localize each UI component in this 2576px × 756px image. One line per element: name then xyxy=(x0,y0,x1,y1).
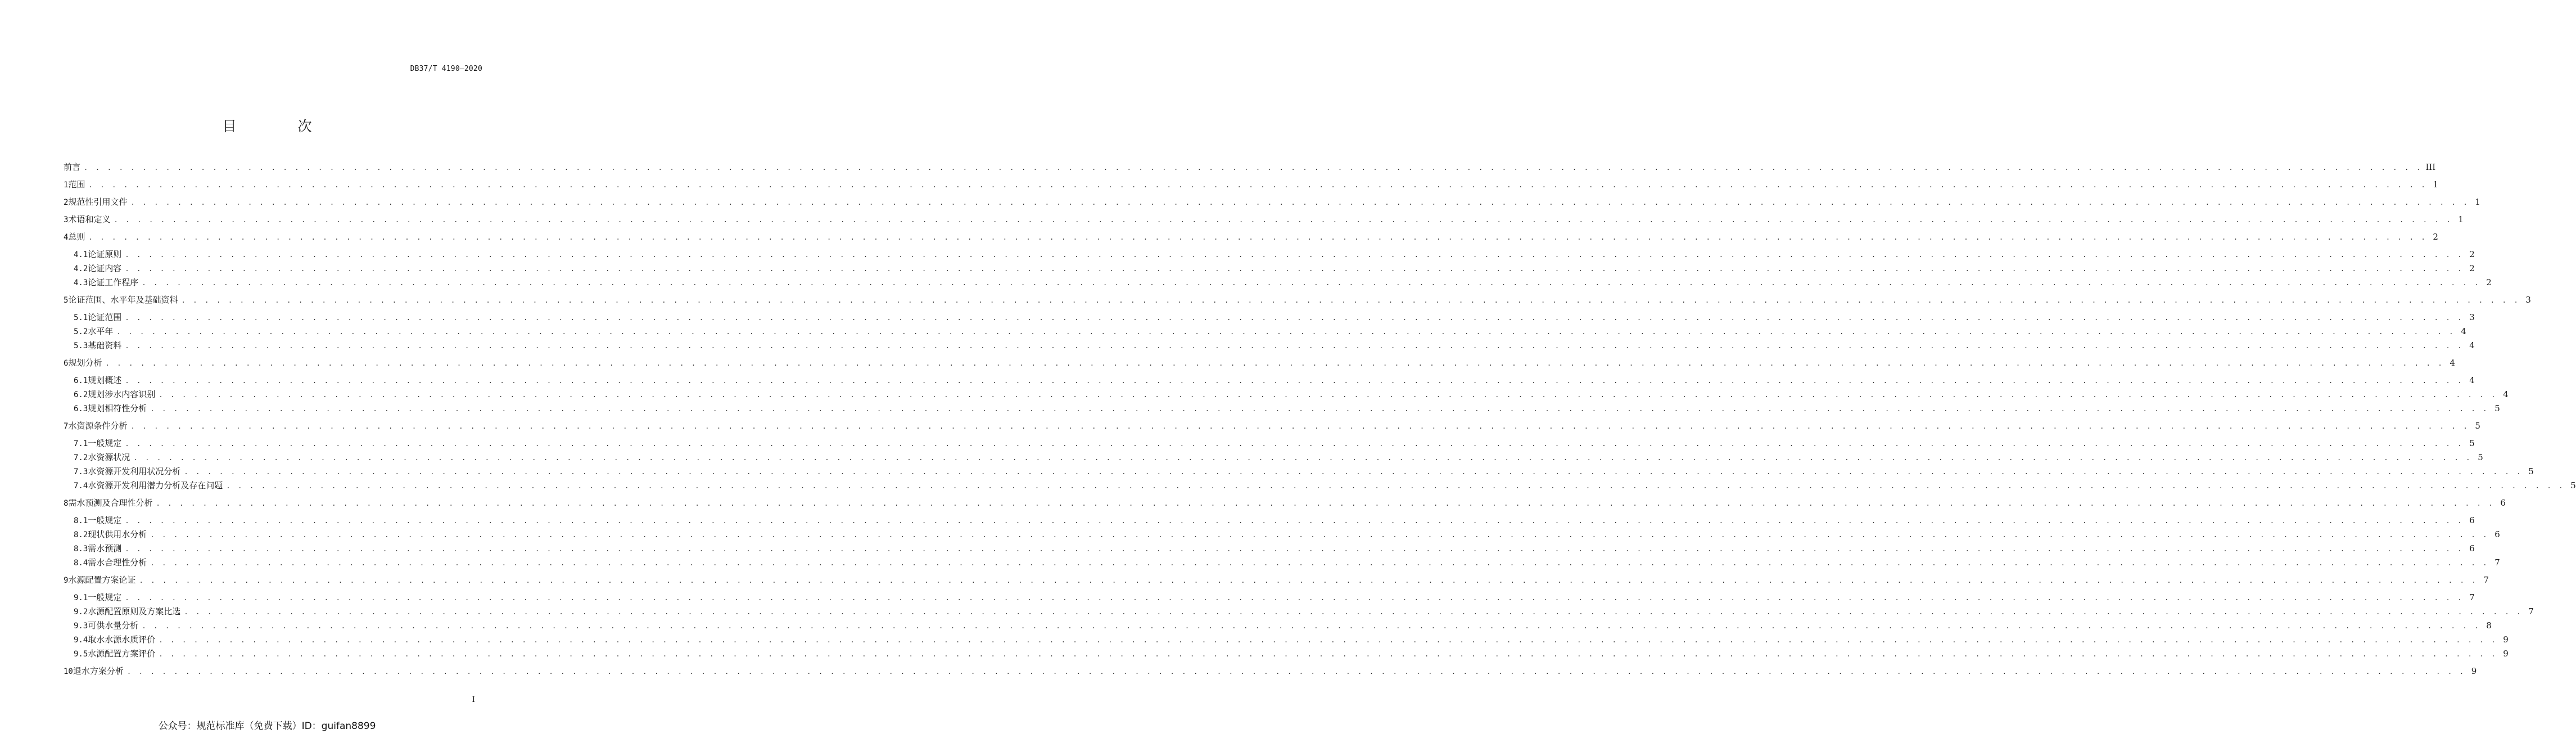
dot-leader: . . . . . . . . . . . . . . . . . . . . . . . . . . . . . . . . . . . . . . . . . . . . . . . . . . . . . . . . . . . . . . . . . . . . . . . . . . . . . . . . . . . . . . . . . . . . . . . . . . . . . . . . . . . . . . . . . . . . . . . . . . . . . . . . . . . . . . . . . . . . . . . . . . . . . . . . . . . . . . . . . . . . . . . . . . . . . . . . . . . . . . . . . . . . . . . . . . . . . . . . xyxy=(125,251,2464,259)
dot-leader: . . . . . . . . . . . . . . . . . . . . . . . . . . . . . . . . . . . . . . . . . . . . . . . . . . . . . . . . . . . . . . . . . . . . . . . . . . . . . . . . . . . . . . . . . . . . . . . . . . . . . . . . . . . . . . . . . . . . . . . . . . . . . . . . . . . . . . . . . . . . . . . . . . . . . . . . . . . . . . . . . . . . . . . . . . . . . . . . . . . . . . . . . . . . . . . . . . . . . . . . xyxy=(159,636,2497,644)
toc-entry-page: 5 xyxy=(2469,438,2475,448)
dot-leader: . . . . . . . . . . . . . . . . . . . . . . . . . . . . . . . . . . . . . . . . . . . . . . . . . . . . . . . . . . . . . . . . . . . . . . . . . . . . . . . . . . . . . . . . . . . . . . . . . . . . . . . . . . . . . . . . . . . . . . . . . . . . . . . . . . . . . . . . . . . . . . . . . . . . . . . . . . . . . . . . . . . . . . . . . . . . . . . . . . . . . . . . . . . . . . . . . . . . . . . . xyxy=(226,482,2565,490)
toc-entry[interactable] xyxy=(64,619,2492,632)
dot-leader: . . . . . . . . . . . . . . . . . . . . . . . . . . . . . . . . . . . . . . . . . . . . . . . . . . . . . . . . . . . . . . . . . . . . . . . . . . . . . . . . . . . . . . . . . . . . . . . . . . . . . . . . . . . . . . . . . . . . . . . . . . . . . . . . . . . . . . . . . . . . . . . . . . . . . . . . . . . . . . . . . . . . . . . . . . . . . . . . . . . . . . . . . . . . . . . . . . . . . . . . xyxy=(150,559,2489,567)
toc-entry[interactable] xyxy=(64,311,2475,323)
dot-leader: . . . . . . . . . . . . . . . . . . . . . . . . . . . . . . . . . . . . . . . . . . . . . . . . . . . . . . . . . . . . . . . . . . . . . . . . . . . . . . . . . . . . . . . . . . . . . . . . . . . . . . . . . . . . . . . . . . . . . . . . . . . . . . . . . . . . . . . . . . . . . . . . . . . . . . . . . . . . . . . . . . . . . . . . . . . . . . . . . . . . . . . . . . . . . . . . . . . . . . . . xyxy=(184,608,2523,616)
toc-entry-page: 5 xyxy=(2570,480,2576,490)
toc-entry-number: 5.1 xyxy=(74,313,88,322)
dot-leader: . . . . . . . . . . . . . . . . . . . . . . . . . . . . . . . . . . . . . . . . . . . . . . . . . . . . . . . . . . . . . . . . . . . . . . . . . . . . . . . . . . . . . . . . . . . . . . . . . . . . . . . . . . . . . . . . . . . . . . . . . . . . . . . . . . . . . . . . . . . . . . . . . . . . . . . . . . . . . . . . . . . . . . . . . . . . . . . . . . . . . . . . . . . . . . . . . . . . . . . . xyxy=(150,405,2489,413)
toc-entry[interactable] xyxy=(64,591,2475,604)
toc-entry-number: 4.3 xyxy=(74,278,88,287)
toc-entry-number: 7.1 xyxy=(74,439,88,448)
toc-entry-label: 可供水量分析 xyxy=(88,620,139,631)
toc-entry[interactable] xyxy=(64,294,2531,306)
toc-entry-number: 3 xyxy=(64,215,69,224)
toc-entry[interactable] xyxy=(64,196,2480,208)
toc-entry-number: 6.2 xyxy=(74,390,88,399)
dot-leader: . . . . . . . . . . . . . . . . . . . . . . . . . . . . . . . . . . . . . . . . . . . . . . . . . . . . . . . . . . . . . . . . . . . . . . . . . . . . . . . . . . . . . . . . . . . . . . . . . . . . . . . . . . . . . . . . . . . . . . . . . . . . . . . . . . . . . . . . . . . . . . . . . . . . . . . . . . . . . . . . . . . . . . . . . . . . . . . . . . . . . . . . . . . . . . . . . . . . . . . . xyxy=(125,265,2464,273)
toc-entry[interactable] xyxy=(64,388,2509,400)
dot-leader: . . . . . . . . . . . . . . . . . . . . . . . . . . . . . . . . . . . . . . . . . . . . . . . . . . . . . . . . . . . . . . . . . . . . . . . . . . . . . . . . . . . . . . . . . . . . . . . . . . . . . . . . . . . . . . . . . . . . . . . . . . . . . . . . . . . . . . . . . . . . . . . . . . . . . . . . . . . . . . . . . . . . . . . . . . . . . . . . . . . . . . . . . . . . . . . . . . . . . . . . xyxy=(84,164,2423,172)
toc-entry-label: 论证原则 xyxy=(88,249,122,259)
toc-entry[interactable] xyxy=(64,542,2475,555)
dot-leader: . . . . . . . . . . . . . . . . . . . . . . . . . . . . . . . . . . . . . . . . . . . . . . . . . . . . . . . . . . . . . . . . . . . . . . . . . . . . . . . . . . . . . . . . . . . . . . . . . . . . . . . . . . . . . . . . . . . . . . . . . . . . . . . . . . . . . . . . . . . . . . . . . . . . . . . . . . . . . . . . . . . . . . . . . . . . . . . . . . . . . . . . . . . . . . . . . . . . . . . . xyxy=(139,577,2478,584)
dot-leader: . . . . . . . . . . . . . . . . . . . . . . . . . . . . . . . . . . . . . . . . . . . . . . . . . . . . . . . . . . . . . . . . . . . . . . . . . . . . . . . . . . . . . . . . . . . . . . . . . . . . . . . . . . . . . . . . . . . . . . . . . . . . . . . . . . . . . . . . . . . . . . . . . . . . . . . . . . . . . . . . . . . . . . . . . . . . . . . . . . . . . . . . . . . . . . . . . . . . . . . . xyxy=(125,377,2464,385)
toc-entry[interactable] xyxy=(64,605,2534,618)
toc-entry-label: 规划涉水内容识别 xyxy=(88,389,156,399)
toc-entry-number: 6.3 xyxy=(74,404,88,413)
toc-entry[interactable] xyxy=(64,665,2477,677)
dot-leader: . . . . . . . . . . . . . . . . . . . . . . . . . . . . . . . . . . . . . . . . . . . . . . . . . . . . . . . . . . . . . . . . . . . . . . . . . . . . . . . . . . . . . . . . . . . . . . . . . . . . . . . . . . . . . . . . . . . . . . . . . . . . . . . . . . . . . . . . . . . . . . . . . . . . . . . . . . . . . . . . . . . . . . . . . . . . . . . . . . . . . . . . . . . . . . . . . . . . . . . . xyxy=(126,668,2466,676)
page-folio: I xyxy=(472,695,475,704)
toc-entry-page: 7 xyxy=(2494,557,2500,568)
toc-entry-label: 术语和定义 xyxy=(68,214,111,224)
toc-entry-number: 4.2 xyxy=(74,264,88,273)
toc-entry-page: 5 xyxy=(2528,466,2534,476)
dot-leader: . . . . . . . . . . . . . . . . . . . . . . . . . . . . . . . . . . . . . . . . . . . . . . . . . . . . . . . . . . . . . . . . . . . . . . . . . . . . . . . . . . . . . . . . . . . . . . . . . . . . . . . . . . . . . . . . . . . . . . . . . . . . . . . . . . . . . . . . . . . . . . . . . . . . . . . . . . . . . . . . . . . . . . . . . . . . . . . . . . . . . . . . . . . . . . . . . . . . . . . . xyxy=(184,468,2523,476)
toc-entry-number: 9.1 xyxy=(74,593,88,602)
toc-entry-page: 1 xyxy=(2433,179,2438,190)
toc-entry-page: 1 xyxy=(2458,214,2464,224)
toc-entry[interactable] xyxy=(64,325,2466,338)
toc-entry[interactable] xyxy=(64,276,2492,289)
toc-entry-number: 5.3 xyxy=(74,341,88,350)
toc-entry[interactable] xyxy=(64,528,2500,541)
toc-entry[interactable] xyxy=(64,633,2509,646)
toc-entry[interactable] xyxy=(64,556,2500,569)
toc-entry[interactable] xyxy=(64,420,2480,432)
toc-entry[interactable] xyxy=(64,262,2475,274)
toc-entry-label: 退水方案分析 xyxy=(73,666,124,676)
toc-entry-number: 8 xyxy=(64,499,69,508)
dot-leader: . . . . . . . . . . . . . . . . . . . . . . . . . . . . . . . . . . . . . . . . . . . . . . . . . . . . . . . . . . . . . . . . . . . . . . . . . . . . . . . . . . . . . . . . . . . . . . . . . . . . . . . . . . . . . . . . . . . . . . . . . . . . . . . . . . . . . . . . . . . . . . . . . . . . . . . . . . . . . . . . . . . . . . . . . . . . . . . . . . . . . . . . . . . . . . . . . . . . . . . . xyxy=(125,545,2464,553)
toc-entry-page: 5 xyxy=(2475,421,2480,431)
toc-entry-page: 5 xyxy=(2478,452,2483,462)
toc-entry-number: 8.4 xyxy=(74,559,88,568)
toc-entry-page: 4 xyxy=(2469,340,2475,350)
toc-entry-label: 基础资料 xyxy=(88,340,122,350)
toc-entry-label: 需水预测及合理性分析 xyxy=(68,498,153,508)
toc-entry-page: 4 xyxy=(2469,375,2475,385)
toc-entry-number: 7.2 xyxy=(74,453,88,462)
dot-leader: . . . . . . . . . . . . . . . . . . . . . . . . . . . . . . . . . . . . . . . . . . . . . . . . . . . . . . . . . . . . . . . . . . . . . . . . . . . . . . . . . . . . . . . . . . . . . . . . . . . . . . . . . . . . . . . . . . . . . . . . . . . . . . . . . . . . . . . . . . . . . . . . . . . . . . . . . . . . . . . . . . . . . . . . . . . . . . . . . . . . . . . . . . . . . . . . . . . . . . . . xyxy=(105,359,2444,367)
toc-entry-number: 7.3 xyxy=(74,467,88,476)
dot-leader: . . . . . . . . . . . . . . . . . . . . . . . . . . . . . . . . . . . . . . . . . . . . . . . . . . . . . . . . . . . . . . . . . . . . . . . . . . . . . . . . . . . . . . . . . . . . . . . . . . . . . . . . . . . . . . . . . . . . . . . . . . . . . . . . . . . . . . . . . . . . . . . . . . . . . . . . . . . . . . . . . . . . . . . . . . . . . . . . . . . . . . . . . . . . . . . . . . . . . . . . xyxy=(133,454,2472,462)
toc-entry-number: 8.3 xyxy=(74,544,88,554)
toc-entry-label: 论证工作程序 xyxy=(88,277,139,287)
toc-entry-page: 5 xyxy=(2494,403,2500,413)
dot-leader: . . . . . . . . . . . . . . . . . . . . . . . . . . . . . . . . . . . . . . . . . . . . . . . . . . . . . . . . . . . . . . . . . . . . . . . . . . . . . . . . . . . . . . . . . . . . . . . . . . . . . . . . . . . . . . . . . . . . . . . . . . . . . . . . . . . . . . . . . . . . . . . . . . . . . . . . . . . . . . . . . . . . . . . . . . . . . . . . . . . . . . . . . . . . . . . . . . . . . . . . xyxy=(125,594,2464,602)
toc-entry-number: 6 xyxy=(64,359,69,368)
toc-entry-number: 8.1 xyxy=(74,516,88,525)
toc-entry-label: 论证范围 xyxy=(88,312,122,322)
toc-entry-number: 9 xyxy=(64,576,69,585)
toc-entry-label: 一般规定 xyxy=(88,438,122,448)
toc-entry-number: 9.3 xyxy=(74,622,88,631)
toc-entry-page: 8 xyxy=(2486,620,2492,631)
toc-entry-label: 规划分析 xyxy=(68,358,102,368)
toc-entry-page: 9 xyxy=(2503,634,2509,645)
toc-entry-page: 7 xyxy=(2528,606,2534,616)
toc-entry-label: 一般规定 xyxy=(88,515,122,525)
dot-leader: . . . . . . . . . . . . . . . . . . . . . . . . . . . . . . . . . . . . . . . . . . . . . . . . . . . . . . . . . . . . . . . . . . . . . . . . . . . . . . . . . . . . . . . . . . . . . . . . . . . . . . . . . . . . . . . . . . . . . . . . . . . . . . . . . . . . . . . . . . . . . . . . . . . . . . . . . . . . . . . . . . . . . . . . . . . . . . . . . . . . . . . . . . . . . . . . . . . . . . . . xyxy=(88,181,2427,189)
toc-entry-label: 前言 xyxy=(64,162,81,172)
dot-leader: . . . . . . . . . . . . . . . . . . . . . . . . . . . . . . . . . . . . . . . . . . . . . . . . . . . . . . . . . . . . . . . . . . . . . . . . . . . . . . . . . . . . . . . . . . . . . . . . . . . . . . . . . . . . . . . . . . . . . . . . . . . . . . . . . . . . . . . . . . . . . . . . . . . . . . . . . . . . . . . . . . . . . . . . . . . . . . . . . . . . . . . . . . . . . . . . . . . . . . . . xyxy=(125,517,2464,525)
toc-entry-label: 取水水源水质评价 xyxy=(88,634,156,645)
toc-entry-page: 4 xyxy=(2503,389,2509,399)
toc-entry[interactable] xyxy=(64,479,2576,492)
dot-leader: . . . . . . . . . . . . . . . . . . . . . . . . . . . . . . . . . . . . . . . . . . . . . . . . . . . . . . . . . . . . . . . . . . . . . . . . . . . . . . . . . . . . . . . . . . . . . . . . . . . . . . . . . . . . . . . . . . . . . . . . . . . . . . . . . . . . . . . . . . . . . . . . . . . . . . . . . . . . . . . . . . . . . . . . . . . . . . . . . . . . . . . . . . . . . . . . . . . . . . . . xyxy=(125,440,2464,448)
dot-leader: . . . . . . . . . . . . . . . . . . . . . . . . . . . . . . . . . . . . . . . . . . . . . . . . . . . . . . . . . . . . . . . . . . . . . . . . . . . . . . . . . . . . . . . . . . . . . . . . . . . . . . . . . . . . . . . . . . . . . . . . . . . . . . . . . . . . . . . . . . . . . . . . . . . . . . . . . . . . . . . . . . . . . . . . . . . . . . . . . . . . . . . . . . . . . . . . . . . . . . . . xyxy=(156,500,2494,507)
toc-entry-number: 9.2 xyxy=(74,608,88,616)
toc-entry[interactable] xyxy=(64,374,2475,386)
toc-entry-page: 7 xyxy=(2483,575,2489,585)
toc-entry-number: 9.5 xyxy=(74,650,88,659)
toc-entry-page: 9 xyxy=(2503,649,2509,659)
toc-entry-label: 水源配置方案评价 xyxy=(88,649,156,659)
toc-entry[interactable] xyxy=(64,497,2506,509)
dot-leader: . . . . . . . . . . . . . . . . . . . . . . . . . . . . . . . . . . . . . . . . . . . . . . . . . . . . . . . . . . . . . . . . . . . . . . . . . . . . . . . . . . . . . . . . . . . . . . . . . . . . . . . . . . . . . . . . . . . . . . . . . . . . . . . . . . . . . . . . . . . . . . . . . . . . . . . . . . . . . . . . . . . . . . . . . . . . . . . . . . . . . . . . . . . . . . . . . . . . . . . . xyxy=(150,531,2489,539)
toc-entry[interactable] xyxy=(64,451,2483,464)
toc-entry-label: 规划概述 xyxy=(88,375,122,385)
toc-entry-label: 需水预测 xyxy=(88,543,122,554)
dot-leader: . . . . . . . . . . . . . . . . . . . . . . . . . . . . . . . . . . . . . . . . . . . . . . . . . . . . . . . . . . . . . . . . . . . . . . . . . . . . . . . . . . . . . . . . . . . . . . . . . . . . . . . . . . . . . . . . . . . . . . . . . . . . . . . . . . . . . . . . . . . . . . . . . . . . . . . . . . . . . . . . . . . . . . . . . . . . . . . . . . . . . . . . . . . . . . . . . . . . . . . . xyxy=(181,296,2520,304)
toc-entry-page: 2 xyxy=(2469,249,2475,259)
dot-leader: . . . . . . . . . . . . . . . . . . . . . . . . . . . . . . . . . . . . . . . . . . . . . . . . . . . . . . . . . . . . . . . . . . . . . . . . . . . . . . . . . . . . . . . . . . . . . . . . . . . . . . . . . . . . . . . . . . . . . . . . . . . . . . . . . . . . . . . . . . . . . . . . . . . . . . . . . . . . . . . . . . . . . . . . . . . . . . . . . . . . . . . . . . . . . . . . . . . . . . . . xyxy=(142,279,2480,287)
toc-entry[interactable] xyxy=(64,339,2475,352)
toc-entry-number: 1 xyxy=(64,181,69,190)
standard-code: DB37/T 4190—2020 xyxy=(410,65,482,73)
toc-entry[interactable] xyxy=(64,514,2475,526)
toc-entry-page: 3 xyxy=(2469,312,2475,322)
toc-entry-number: 2 xyxy=(64,198,69,207)
toc-entry-page: 3 xyxy=(2525,295,2531,305)
dot-leader: . . . . . . . . . . . . . . . . . . . . . . . . . . . . . . . . . . . . . . . . . . . . . . . . . . . . . . . . . . . . . . . . . . . . . . . . . . . . . . . . . . . . . . . . . . . . . . . . . . . . . . . . . . . . . . . . . . . . . . . . . . . . . . . . . . . . . . . . . . . . . . . . . . . . . . . . . . . . . . . . . . . . . . . . . . . . . . . . . . . . . . . . . . . . . . . . . . . . . . . . xyxy=(88,233,2427,241)
toc-entry-label: 水源配置原则及方案比选 xyxy=(88,606,181,616)
watermark-text: 公众号：规范标准库（免费下载）ID：guifan8899 xyxy=(158,721,376,732)
toc-entry-page: 6 xyxy=(2500,498,2506,508)
toc-entry-label: 水资源条件分析 xyxy=(68,421,128,431)
toc-entry[interactable] xyxy=(64,161,2436,173)
toc-entry-label: 水源配置方案论证 xyxy=(68,575,136,585)
toc-entry-label: 水资源开发利用状况分析 xyxy=(88,466,181,476)
toc-entry[interactable] xyxy=(64,402,2500,415)
toc-entry-page: 4 xyxy=(2461,326,2466,336)
dot-leader: . . . . . . . . . . . . . . . . . . . . . . . . . . . . . . . . . . . . . . . . . . . . . . . . . . . . . . . . . . . . . . . . . . . . . . . . . . . . . . . . . . . . . . . . . . . . . . . . . . . . . . . . . . . . . . . . . . . . . . . . . . . . . . . . . . . . . . . . . . . . . . . . . . . . . . . . . . . . . . . . . . . . . . . . . . . . . . . . . . . . . . . . . . . . . . . . . . . . . . . . xyxy=(142,622,2480,630)
toc-entry-label: 现状供用水分析 xyxy=(88,529,147,539)
dot-leader: . . . . . . . . . . . . . . . . . . . . . . . . . . . . . . . . . . . . . . . . . . . . . . . . . . . . . . . . . . . . . . . . . . . . . . . . . . . . . . . . . . . . . . . . . . . . . . . . . . . . . . . . . . . . . . . . . . . . . . . . . . . . . . . . . . . . . . . . . . . . . . . . . . . . . . . . . . . . . . . . . . . . . . . . . . . . . . . . . . . . . . . . . . . . . . . . . . . . . . . . xyxy=(159,650,2497,658)
dot-leader: . . . . . . . . . . . . . . . . . . . . . . . . . . . . . . . . . . . . . . . . . . . . . . . . . . . . . . . . . . . . . . . . . . . . . . . . . . . . . . . . . . . . . . . . . . . . . . . . . . . . . . . . . . . . . . . . . . . . . . . . . . . . . . . . . . . . . . . . . . . . . . . . . . . . . . . . . . . . . . . . . . . . . . . . . . . . . . . . . . . . . . . . . . . . . . . . . . . . . . . . xyxy=(114,216,2452,224)
toc-entry-label: 水平年 xyxy=(88,326,114,336)
toc-entry-page: III xyxy=(2425,162,2436,172)
toc-entry-label: 规范性引用文件 xyxy=(68,197,128,207)
toc-entry-number: 4.1 xyxy=(74,250,88,259)
toc-entry-number: 8.2 xyxy=(74,530,88,539)
toc-entry-page: 2 xyxy=(2433,232,2438,242)
toc-entry[interactable] xyxy=(64,231,2438,243)
toc-entry[interactable] xyxy=(64,357,2455,369)
toc-entry-page: 2 xyxy=(2469,263,2475,273)
toc-entry-label: 范围 xyxy=(68,179,85,190)
dot-leader: . . . . . . . . . . . . . . . . . . . . . . . . . . . . . . . . . . . . . . . . . . . . . . . . . . . . . . . . . . . . . . . . . . . . . . . . . . . . . . . . . . . . . . . . . . . . . . . . . . . . . . . . . . . . . . . . . . . . . . . . . . . . . . . . . . . . . . . . . . . . . . . . . . . . . . . . . . . . . . . . . . . . . . . . . . . . . . . . . . . . . . . . . . . . . . . . . . . . . . . . xyxy=(130,422,2469,430)
dot-leader: . . . . . . . . . . . . . . . . . . . . . . . . . . . . . . . . . . . . . . . . . . . . . . . . . . . . . . . . . . . . . . . . . . . . . . . . . . . . . . . . . . . . . . . . . . . . . . . . . . . . . . . . . . . . . . . . . . . . . . . . . . . . . . . . . . . . . . . . . . . . . . . . . . . . . . . . . . . . . . . . . . . . . . . . . . . . . . . . . . . . . . . . . . . . . . . . . . . . . . . . xyxy=(125,314,2464,322)
toc-entry-page: 6 xyxy=(2469,543,2475,554)
toc-entry-label: 一般规定 xyxy=(88,592,122,602)
toc-entry-page: 6 xyxy=(2469,515,2475,525)
toc-entry-number: 7 xyxy=(64,422,69,431)
toc-entry-number: 7.4 xyxy=(74,482,88,490)
dot-leader: . . . . . . . . . . . . . . . . . . . . . . . . . . . . . . . . . . . . . . . . . . . . . . . . . . . . . . . . . . . . . . . . . . . . . . . . . . . . . . . . . . . . . . . . . . . . . . . . . . . . . . . . . . . . . . . . . . . . . . . . . . . . . . . . . . . . . . . . . . . . . . . . . . . . . . . . . . . . . . . . . . . . . . . . . . . . . . . . . . . . . . . . . . . . . . . . . . . . . . . . xyxy=(159,391,2497,399)
toc-entry-label: 总则 xyxy=(68,232,85,242)
toc-entry-number: 10 xyxy=(64,667,73,676)
toc-entry-number: 5.2 xyxy=(74,327,88,336)
toc-entry[interactable] xyxy=(64,465,2534,478)
toc-entry-number: 9.4 xyxy=(74,636,88,645)
toc-entry[interactable] xyxy=(64,178,2438,191)
toc-entry[interactable] xyxy=(64,437,2475,449)
toc-entry-page: 9 xyxy=(2471,666,2477,676)
toc-entry[interactable] xyxy=(64,574,2489,586)
toc-entry-page: 1 xyxy=(2475,197,2480,207)
toc-entry-label: 规划相符性分析 xyxy=(88,403,147,413)
dot-leader: . . . . . . . . . . . . . . . . . . . . . . . . . . . . . . . . . . . . . . . . . . . . . . . . . . . . . . . . . . . . . . . . . . . . . . . . . . . . . . . . . . . . . . . . . . . . . . . . . . . . . . . . . . . . . . . . . . . . . . . . . . . . . . . . . . . . . . . . . . . . . . . . . . . . . . . . . . . . . . . . . . . . . . . . . . . . . . . . . . . . . . . . . . . . . . . . . . . . . . . . xyxy=(116,328,2455,336)
toc-entry-page: 2 xyxy=(2486,277,2492,287)
toc-entry[interactable] xyxy=(64,248,2475,260)
toc-entry-page: 7 xyxy=(2469,592,2475,602)
toc-entry-label: 论证内容 xyxy=(88,263,122,273)
toc-entry-label: 需水合理性分析 xyxy=(88,557,147,568)
toc-entry-page: 4 xyxy=(2450,358,2455,368)
toc-entry[interactable] xyxy=(64,647,2509,660)
toc-entry-number: 6.1 xyxy=(74,376,88,385)
toc-entry-page: 6 xyxy=(2494,529,2500,539)
toc-entry[interactable] xyxy=(64,213,2464,226)
toc-entry-label: 水资源状况 xyxy=(88,452,130,462)
dot-leader: . . . . . . . . . . . . . . . . . . . . . . . . . . . . . . . . . . . . . . . . . . . . . . . . . . . . . . . . . . . . . . . . . . . . . . . . . . . . . . . . . . . . . . . . . . . . . . . . . . . . . . . . . . . . . . . . . . . . . . . . . . . . . . . . . . . . . . . . . . . . . . . . . . . . . . . . . . . . . . . . . . . . . . . . . . . . . . . . . . . . . . . . . . . . . . . . . . . . . . . . xyxy=(125,342,2464,350)
toc-title: 目 次 xyxy=(222,118,336,134)
toc-entry-number: 4 xyxy=(64,233,69,242)
toc-entry-label: 论证范围、水平年及基础资料 xyxy=(68,295,178,305)
dot-leader: . . . . . . . . . . . . . . . . . . . . . . . . . . . . . . . . . . . . . . . . . . . . . . . . . . . . . . . . . . . . . . . . . . . . . . . . . . . . . . . . . . . . . . . . . . . . . . . . . . . . . . . . . . . . . . . . . . . . . . . . . . . . . . . . . . . . . . . . . . . . . . . . . . . . . . . . . . . . . . . . . . . . . . . . . . . . . . . . . . . . . . . . . . . . . . . . . . . . . . . . xyxy=(130,199,2469,206)
toc-entry-number: 5 xyxy=(64,296,69,305)
toc-entry-label: 水资源开发利用潜力分析及存在问题 xyxy=(88,480,223,490)
